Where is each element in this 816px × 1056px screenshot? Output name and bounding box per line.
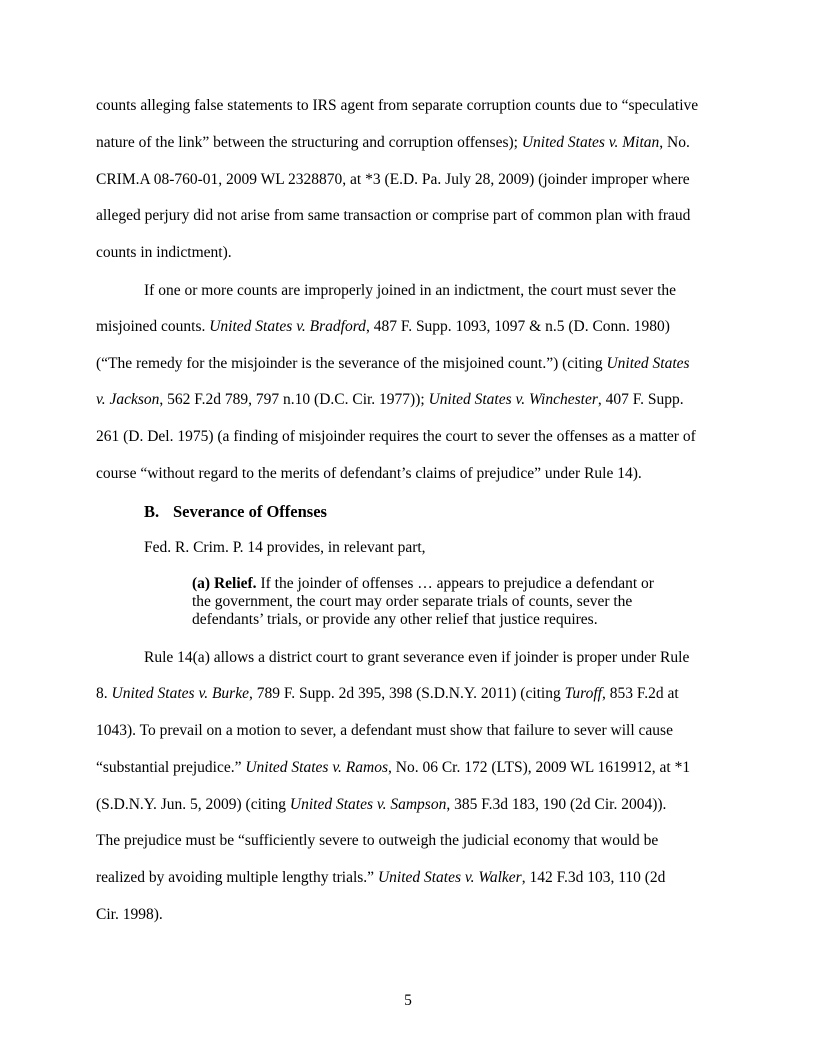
paragraph-3-line-5: [96, 796, 666, 814]
section-title: Severance of Offenses: [173, 502, 327, 521]
case-citation: United States v. Ramos: [245, 759, 388, 776]
case-citation: United States v. Walker: [377, 869, 522, 886]
text: , 407 F. Supp.: [597, 391, 684, 408]
rule-intro: Fed. R. Crim. P. 14 provides, in relevant part,: [144, 539, 426, 556]
text: , No.: [659, 134, 690, 151]
paragraph-3-line-2: [96, 685, 679, 703]
text: realized by avoiding multiple lengthy trials.”: [96, 869, 378, 886]
paragraph-2-line-3: [96, 355, 690, 373]
text: If the joinder of offenses … appears to prejudice a defendant or: [256, 575, 654, 592]
text: “substantial prejudice.”: [96, 759, 246, 776]
text: , 385 F.3d 183, 190 (2d Cir. 2004)).: [446, 796, 667, 813]
paragraph-3-line-8: Cir. 1998).: [96, 906, 163, 923]
case-citation: United States v. Mitan: [521, 134, 660, 151]
text: , 142 F.3d 103, 110 (2d: [521, 869, 666, 886]
case-citation: United States v. Sampson: [289, 796, 447, 813]
paragraph-3-line-7: [96, 869, 665, 887]
text: , 789 F. Supp. 2d 395, 398 (S.D.N.Y. 2011) (citing: [248, 685, 565, 702]
text: , 853 F.2d at: [601, 685, 679, 702]
text: 8.: [96, 685, 112, 702]
paragraph-2-line-2: [96, 318, 670, 336]
paragraph-1-line-3: CRIM.A 08-760-01, 2009 WL 2328870, at *3 (E.D. Pa. July 28, 2009) (joinder improper where: [96, 171, 690, 188]
paragraph-3-line-6: The prejudice must be “sufficiently severe to outweigh the judicial economy that would be: [96, 832, 659, 849]
case-citation: United States v. Winchester: [428, 391, 598, 408]
paragraph-1-line-5: counts in indictment).: [96, 244, 232, 261]
block-quote-label: (a) Relief.: [192, 575, 257, 592]
page-number: 5: [404, 992, 412, 1009]
text: misjoined counts.: [96, 318, 210, 335]
paragraph-2-line-5: 261 (D. Del. 1975) (a finding of misjoinder requires the court to sever the offenses as a matter of: [96, 428, 696, 445]
section-heading: [144, 502, 327, 522]
paragraph-1-line-2: [96, 134, 690, 152]
block-quote-line-3: defendants’ trials, or provide any other relief that justice requires.: [192, 611, 598, 628]
case-citation: United States v. Burke: [111, 685, 249, 702]
paragraph-1-line-1: counts alleging false statements to IRS agent from separate corruption counts due to “speculative: [96, 97, 699, 114]
paragraph-3-line-1: Rule 14(a) allows a district court to grant severance even if joinder is proper under Rule: [144, 649, 690, 666]
paragraph-3-line-3: 1043). To prevail on a motion to sever, a defendant must show that failure to sever will cause: [96, 722, 673, 739]
text: nature of the link” between the structuring and corruption offenses);: [96, 134, 522, 151]
case-citation: United States: [606, 355, 690, 372]
paragraph-2-line-1: If one or more counts are improperly joined in an indictment, the court must sever the: [144, 282, 677, 299]
paragraph-2-line-4: [96, 391, 684, 409]
text: (S.D.N.Y. Jun. 5, 2009) (citing: [96, 796, 290, 813]
block-quote-line-1: [192, 575, 654, 593]
text: (“The remedy for the misjoinder is the severance of the misjoined count.”) (citing: [96, 355, 607, 372]
case-citation: Turoff: [564, 685, 602, 702]
text: , 487 F. Supp. 1093, 1097 & n.5 (D. Conn. 1980): [365, 318, 670, 335]
case-citation: v. Jackson: [96, 391, 160, 408]
paragraph-3-line-4: [96, 759, 690, 777]
section-letter: B.: [144, 502, 160, 521]
paragraph-2-line-6: course “without regard to the merits of defendant’s claims of prejudice” under Rule 14).: [96, 465, 642, 482]
case-citation: United States v. Bradford: [209, 318, 366, 335]
text: , 562 F.2d 789, 797 n.10 (D.C. Cir. 1977));: [159, 391, 429, 408]
text: , No. 06 Cr. 172 (LTS), 2009 WL 1619912, at *1: [388, 759, 691, 776]
paragraph-1-line-4: alleged perjury did not arise from same transaction or comprise part of common plan with fraud: [96, 207, 691, 224]
block-quote-line-2: the government, the court may order separate trials of counts, sever the: [192, 593, 633, 610]
